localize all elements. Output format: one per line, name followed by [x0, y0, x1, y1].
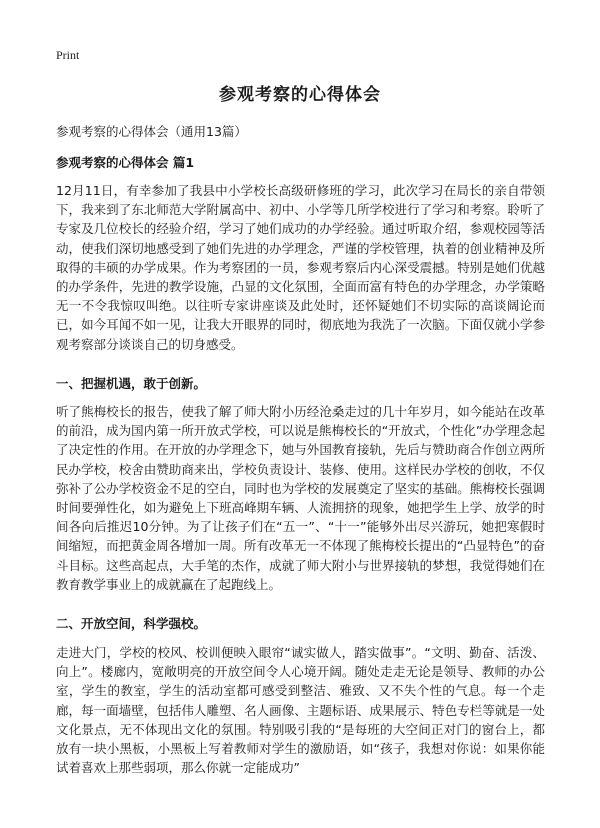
section-2-heading: 二、开放空间，科学强校。 [56, 616, 207, 631]
section-1-heading: 一、把握机遇，敢于创新。 [56, 376, 207, 391]
document-subtitle: 参观考察的心得体会（通用13篇） [56, 124, 247, 139]
section-2-paragraph: 走进大门，学校的校风、校训便映入眼帘“诚实做人，踏实做事”。“文明、勤奋、活泼、向上”。楼廊内，宽敞明亮的开放空间令人心境开阔。随处走走无论是领导、教师的办公室，学生的教室，学生的活动室都可感受到整洁、雅致、又不失个性的气息。每一个走廊，每一面墙壁，包括伟人雕塑、名人画像、主题标语、成果展示、特色专栏等就是一处文化景点，无不体现出文化的氛围。特别吸引我的“是每班的大空间正对门的窗台上，都放有一块小黑板，小黑板上写着教师对学生的激励语，如“孩子，我想对你说：如果你能试着喜欢上那些弱项，那么你就一定能成功” [56, 645, 545, 776]
print-link[interactable]: Print [56, 48, 80, 62]
section-1-paragraph: 听了熊梅校长的报告，使我了解了师大附小历经沧桑走过的几十年岁月，如今能站在改革的前沿，成为国内第一所开放式学校，可以说是熊梅校长的“开放式，个性化”办学理念起了决定性的作用。在开放的办学理念下，她与外国教育接轨，先后与赞助商合作创立两所民办学校，校舍由赞助商来出，学校负责设计、装修、使用。这样民办学校的创收，不仅弥补了公办学校资金不足的空白，同时也为学校的发展奠定了坚实的基础。熊梅校长强调时间要弹性化，如为避免上下班高峰期车辆、人流拥挤的现象，她把学生上学、放学的时间各向后推迟10分钟。为了让孩子们在“五一”、“十一”能够外出尽兴游玩，她把寒假时间缩短，而把黄金周各增加一周。所有改革无一不体现了熊梅校长提出的“凸显特色”的奋斗目标。这些高起点，大手笔的杰作，成就了师大附小与世界接轨的梦想，我觉得她们在教育教学事业上的成就赢在了起跑线上。 [56, 404, 545, 592]
article-heading: 参观考察的心得体会 篇1 [56, 155, 195, 170]
intro-paragraph: 12月11日，有幸参加了我县中小学校长高级研修班的学习，此次学习在局长的亲自带领下，我来到了东北师范大学附属高中、初中、小学等几所学校进行了学习和考察。聆听了专家及几位校长的经验介绍，学习了她们成功的办学经验。通过听取介绍，参观校园等活动，使我们深切地感受到了她们先进的办学理念，严谨的学校管理，执着的创业精神及所取得的丰硕的办学成果。作为考察团的一员，参观考察后内心深受震撼。特别是她们优越的办学条件，先进的教学设施，凸显的文化氛围，全面而富有特色的办学理念，办学策略无一不令我惊叹叫绝。以往听专家讲座谈及此处时，还怀疑她们不切实际的高谈阔论而已，如今耳闻不如一见，让我大开眼界的同时，彻底地为我洗了一次脑。下面仅就小学参观考察部分谈谈自己的切身感受。 [56, 183, 545, 352]
page-title: 参观考察的心得体会 [219, 85, 381, 105]
